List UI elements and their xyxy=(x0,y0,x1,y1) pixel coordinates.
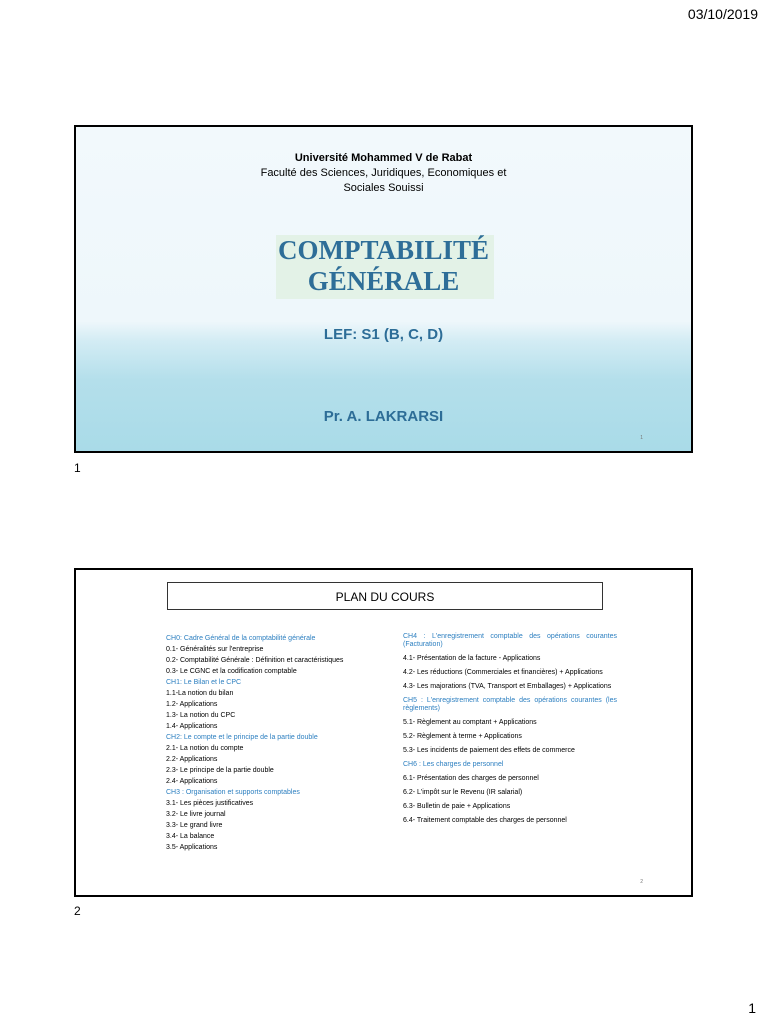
professor-name: Pr. A. LAKRARSI xyxy=(323,408,444,425)
section-item: 1.1-La notion du bilan xyxy=(166,690,234,697)
chapter-heading: CH5 : L'enregistrement comptable des opérations courantes (les règlements) xyxy=(403,697,617,712)
section-item: 4.3- Les majorations (TVA, Transport et Emballages) + Applications xyxy=(403,683,612,690)
section-item: 2.1- La notion du compte xyxy=(166,745,244,752)
section-item: 0.1- Généralités sur l'entreprise xyxy=(166,646,264,653)
course-subtitle: LEF: S1 (B, C, D) xyxy=(323,326,444,343)
section-item: 0.2- Comptabilité Générale : Définition et caractéristiques xyxy=(166,657,344,664)
slide-caption-1: 1 xyxy=(74,461,81,475)
chapter-heading: CH6 : Les charges de personnel xyxy=(403,761,504,768)
plan-title: PLAN DU COURS xyxy=(167,582,603,610)
faculty-line-2: Sociales Souissi xyxy=(343,182,424,194)
chapter-heading: CH2: Le compte et le principe de la partie double xyxy=(166,734,318,741)
section-item: 4.2- Les réductions (Commerciales et financières) + Applications xyxy=(403,669,603,676)
chapter-heading: CH4 : L'enregistrement comptable des opérations courantes (Facturation) xyxy=(403,633,617,648)
chapter-heading: CH3 : Organisation et supports comptables xyxy=(166,789,300,796)
slide-caption-2: 2 xyxy=(74,904,81,918)
section-item: 5.1- Règlement au comptant + Applications xyxy=(403,719,537,726)
slide-number: 2 xyxy=(640,879,643,885)
page-number: 1 xyxy=(748,1000,756,1016)
slide-number: 1 xyxy=(640,435,643,441)
chapter-heading: CH0: Cadre Général de la comptabilité générale xyxy=(166,635,316,642)
course-title xyxy=(76,235,691,297)
faculty-line-1: Faculté des Sciences, Juridiques, Economiques et xyxy=(260,167,507,179)
section-item: 2.2- Applications xyxy=(166,756,218,763)
section-item: 6.1- Présentation des charges de personnel xyxy=(403,775,539,782)
section-item: 6.2- L'impôt sur le Revenu (IR salarial) xyxy=(403,789,523,796)
plan-left-column xyxy=(166,633,381,853)
section-item: 6.4- Traitement comptable des charges de personnel xyxy=(403,817,567,824)
section-item: 3.2- Le livre journal xyxy=(166,811,226,818)
section-item: 2.3- Le principe de la partie double xyxy=(166,767,274,774)
section-item: 2.4- Applications xyxy=(166,778,218,785)
section-item: 3.3- Le grand livre xyxy=(166,822,223,829)
chapter-heading: CH1: Le Bilan et le CPC xyxy=(166,679,242,686)
section-item: 6.3- Bulletin de paie + Applications xyxy=(403,803,511,810)
section-item: 1.4- Applications xyxy=(166,723,218,730)
section-item: 0.3- Le CGNC et la codification comptable xyxy=(166,668,297,675)
section-item: 3.1- Les pièces justificatives xyxy=(166,800,254,807)
university-block xyxy=(76,151,691,196)
section-item: 5.2- Règlement à terme + Applications xyxy=(403,733,522,740)
print-date: 03/10/2019 xyxy=(687,6,758,22)
course-title-line-2: GÉNÉRALE xyxy=(307,266,460,296)
section-item: 1.2- Applications xyxy=(166,701,218,708)
slide-1-title xyxy=(74,125,693,453)
section-item: 5.3- Les incidents de paiement des effets de commerce xyxy=(403,747,575,754)
section-item: 4.1- Présentation de la facture - Applications xyxy=(403,655,541,662)
university-name: Université Mohammed V de Rabat xyxy=(294,152,473,164)
slide-2-plan xyxy=(74,568,693,897)
section-item: 3.4- La balance xyxy=(166,833,215,840)
course-title-line-1: COMPTABILITÉ xyxy=(277,235,490,265)
section-item: 3.5- Applications xyxy=(166,844,218,851)
plan-right-column xyxy=(403,633,617,831)
section-item: 1.3- La notion du CPC xyxy=(166,712,236,719)
